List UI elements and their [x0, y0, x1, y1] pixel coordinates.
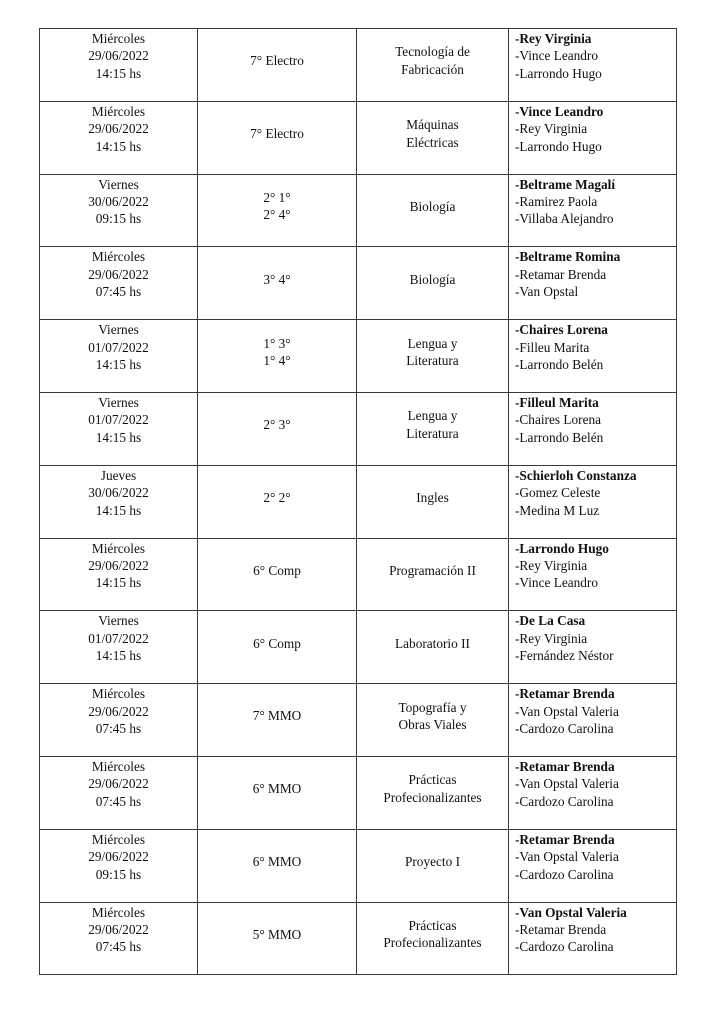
exam-day: Jueves	[100, 467, 137, 483]
teachers-cell	[509, 902, 677, 975]
lead-teacher: -Larrondo Hugo	[515, 540, 609, 556]
assistant-teacher: -Larrondo Belén	[515, 429, 604, 445]
exam-day: Miércoles	[91, 904, 146, 920]
subject-cell	[357, 611, 509, 684]
course-cell	[198, 174, 357, 247]
subject-cell	[357, 902, 509, 975]
table-row	[40, 756, 677, 829]
course-name: 7° MMO	[252, 708, 302, 724]
lead-teacher: -Vince Leandro	[515, 103, 604, 119]
date-cell	[40, 684, 198, 757]
subject-name: Ingles	[416, 489, 449, 505]
exam-time: 09:15 hs	[95, 211, 142, 227]
course-cell	[198, 538, 357, 611]
subject-cell	[357, 465, 509, 538]
teachers-cell	[509, 829, 677, 902]
table-row	[40, 538, 677, 611]
subject-name: Eléctricas	[406, 134, 459, 150]
date-cell	[40, 465, 198, 538]
course-name: 7° Electro	[250, 125, 304, 141]
assistant-teacher: -Gomez Celeste	[515, 485, 601, 501]
assistant-teacher: -Filleu Marita	[515, 339, 590, 355]
assistant-teacher: -Medina M Luz	[515, 502, 600, 518]
exam-date: 29/06/2022	[88, 121, 149, 137]
lead-teacher: -Filleul Marita	[515, 394, 599, 410]
subject-name: Literatura	[406, 353, 459, 369]
exam-date: 01/07/2022	[88, 339, 149, 355]
teachers-cell	[509, 538, 677, 611]
exam-date: 01/07/2022	[88, 412, 149, 428]
exam-day: Viernes	[98, 394, 139, 410]
subject-cell	[357, 538, 509, 611]
assistant-teacher: -Ramirez Paola	[515, 194, 598, 209]
exam-time: 07:45 hs	[95, 720, 142, 736]
table-row	[40, 611, 677, 684]
date-cell	[40, 611, 198, 684]
date-cell	[40, 756, 198, 829]
lead-teacher: -Chaires Lorena	[515, 322, 608, 338]
subject-name: Topografía y	[398, 699, 467, 715]
course-name: 2° 1°	[263, 190, 291, 206]
course-name: 1° 3°	[263, 335, 291, 351]
exam-time: 14:15 hs	[95, 65, 142, 81]
subject-name: Biología	[409, 271, 456, 287]
lead-teacher: -Beltrame Magalí	[515, 176, 616, 192]
course-name: 2° 2°	[263, 489, 291, 505]
course-cell	[198, 611, 357, 684]
subject-name: Fabricación	[401, 61, 464, 77]
exam-time: 14:15 hs	[95, 575, 142, 591]
exam-date: 01/07/2022	[88, 630, 149, 646]
date-cell	[40, 392, 198, 465]
exam-day: Miércoles	[91, 249, 146, 265]
subject-name: Programación II	[389, 562, 476, 578]
assistant-teacher: -Vince Leandro	[515, 48, 599, 64]
teachers-cell	[509, 320, 677, 393]
subject-name: Profecionalizantes	[383, 935, 482, 951]
date-cell	[40, 174, 198, 247]
teachers-cell	[509, 465, 677, 538]
lead-teacher: -Retamar Brenda	[515, 686, 615, 702]
exam-time: 14:15 hs	[95, 502, 142, 518]
exam-time: 14:15 hs	[95, 138, 142, 154]
exam-time: 14:15 hs	[95, 429, 142, 445]
subject-cell	[357, 756, 509, 829]
exam-date: 29/06/2022	[88, 921, 149, 937]
assistant-teacher: -Cardozo Carolina	[515, 793, 614, 809]
course-name: 6° Comp	[253, 562, 301, 578]
assistant-teacher: -Larrondo Hugo	[515, 65, 602, 81]
course-name: 5° MMO	[252, 926, 302, 942]
lead-teacher: -De La Casa	[515, 613, 586, 629]
assistant-teacher: -Villaba Alejandro	[515, 211, 614, 227]
teachers-cell	[509, 247, 677, 320]
exam-time: 14:15 hs	[95, 357, 142, 372]
subject-name: Biología	[409, 198, 456, 214]
lead-teacher: -Beltrame Romina	[515, 249, 621, 265]
exam-day: Viernes	[98, 176, 139, 192]
teachers-cell	[509, 756, 677, 829]
assistant-teacher: -Vince Leandro	[515, 575, 599, 591]
subject-name: Obras Viales	[398, 717, 467, 733]
subject-cell	[357, 320, 509, 393]
exam-day: Miércoles	[91, 686, 146, 702]
table-row	[40, 174, 677, 247]
subject-cell	[357, 392, 509, 465]
teachers-cell	[509, 29, 677, 102]
exam-time: 07:45 hs	[95, 939, 142, 955]
date-cell	[40, 538, 198, 611]
exam-time: 14:15 hs	[95, 648, 142, 664]
subject-name: Lengua y	[407, 335, 458, 351]
table-row	[40, 392, 677, 465]
lead-teacher: -Rey Virginia	[515, 31, 592, 46]
assistant-teacher: -Retamar Brenda	[515, 266, 607, 282]
course-cell	[198, 684, 357, 757]
course-cell	[198, 465, 357, 538]
course-cell	[198, 320, 357, 393]
course-cell	[198, 101, 357, 174]
assistant-teacher: -Larrondo Belén	[515, 357, 604, 372]
assistant-teacher: -Van Opstal Valeria	[515, 776, 619, 792]
subject-name: Máquinas	[406, 117, 459, 133]
course-name: 2° 4°	[263, 207, 291, 223]
course-cell	[198, 902, 357, 975]
exam-day: Viernes	[98, 613, 139, 629]
assistant-teacher: -Rey Virginia	[515, 557, 588, 573]
teachers-cell	[509, 392, 677, 465]
subject-name: Proyecto I	[404, 853, 461, 869]
subject-cell	[357, 29, 509, 102]
date-cell	[40, 320, 198, 393]
subject-name: Laboratorio II	[395, 635, 470, 651]
table-row	[40, 320, 677, 393]
subject-name: Profecionalizantes	[383, 789, 482, 805]
course-cell	[198, 756, 357, 829]
exam-day: Viernes	[98, 322, 139, 338]
assistant-teacher: -Rey Virginia	[515, 121, 588, 137]
assistant-teacher: -Cardozo Carolina	[515, 866, 614, 882]
assistant-teacher: -Retamar Brenda	[515, 921, 607, 937]
course-name: 7° Electro	[250, 53, 304, 69]
table-row	[40, 101, 677, 174]
lead-teacher: -Retamar Brenda	[515, 831, 615, 847]
teachers-cell	[509, 101, 677, 174]
course-cell	[198, 392, 357, 465]
assistant-teacher: -Cardozo Carolina	[515, 720, 614, 736]
subject-name: Prácticas	[408, 918, 457, 934]
table-row	[40, 902, 677, 975]
exam-date: 29/06/2022	[88, 849, 149, 865]
subject-name: Literatura	[406, 425, 459, 441]
exam-day: Miércoles	[91, 831, 146, 847]
exam-day: Miércoles	[91, 758, 146, 774]
exam-date: 30/06/2022	[88, 194, 149, 209]
lead-teacher: -Schierloh Constanza	[515, 467, 637, 483]
exam-date: 29/06/2022	[88, 776, 149, 792]
exam-day: Miércoles	[91, 103, 146, 119]
exam-day: Miércoles	[91, 31, 146, 46]
exam-time: 07:45 hs	[95, 284, 142, 300]
date-cell	[40, 247, 198, 320]
date-cell	[40, 902, 198, 975]
teachers-cell	[509, 174, 677, 247]
exam-date: 29/06/2022	[88, 703, 149, 719]
assistant-teacher: -Van Opstal Valeria	[515, 849, 619, 865]
lead-teacher: -Van Opstal Valeria	[515, 904, 627, 920]
table-row	[40, 29, 677, 102]
exam-day: Miércoles	[91, 540, 146, 556]
course-name: 3° 4°	[263, 271, 291, 287]
subject-cell	[357, 247, 509, 320]
subject-cell	[357, 684, 509, 757]
course-name: 6° Comp	[253, 635, 301, 651]
table-row	[40, 829, 677, 902]
course-name: 6° MMO	[252, 781, 302, 797]
course-cell	[198, 29, 357, 102]
course-name: 2° 3°	[263, 417, 291, 433]
exam-date: 29/06/2022	[88, 266, 149, 282]
date-cell	[40, 101, 198, 174]
lead-teacher: -Retamar Brenda	[515, 758, 615, 774]
assistant-teacher: -Rey Virginia	[515, 630, 588, 646]
table-row	[40, 465, 677, 538]
teachers-cell	[509, 684, 677, 757]
table-row	[40, 247, 677, 320]
assistant-teacher: -Chaires Lorena	[515, 412, 602, 428]
exam-time: 07:45 hs	[95, 793, 142, 809]
date-cell	[40, 829, 198, 902]
exam-schedule-table	[39, 28, 677, 975]
course-name: 1° 4°	[263, 353, 291, 369]
assistant-teacher: -Van Opstal	[515, 284, 579, 300]
exam-date: 30/06/2022	[88, 485, 149, 501]
subject-name: Lengua y	[407, 408, 458, 424]
subject-cell	[357, 829, 509, 902]
table-row	[40, 684, 677, 757]
exam-time: 09:15 hs	[95, 866, 142, 882]
schedule-body	[40, 29, 677, 975]
subject-name: Tecnología de	[395, 44, 470, 60]
date-cell	[40, 29, 198, 102]
teachers-cell	[509, 611, 677, 684]
course-cell	[198, 247, 357, 320]
assistant-teacher: -Fernández Néstor	[515, 648, 614, 664]
exam-date: 29/06/2022	[88, 48, 149, 64]
subject-name: Prácticas	[408, 772, 457, 788]
subject-cell	[357, 101, 509, 174]
assistant-teacher: -Larrondo Hugo	[515, 138, 602, 154]
assistant-teacher: -Cardozo Carolina	[515, 939, 614, 955]
subject-cell	[357, 174, 509, 247]
course-cell	[198, 829, 357, 902]
exam-date: 29/06/2022	[88, 557, 149, 573]
assistant-teacher: -Van Opstal Valeria	[515, 703, 619, 719]
course-name: 6° MMO	[252, 853, 302, 869]
